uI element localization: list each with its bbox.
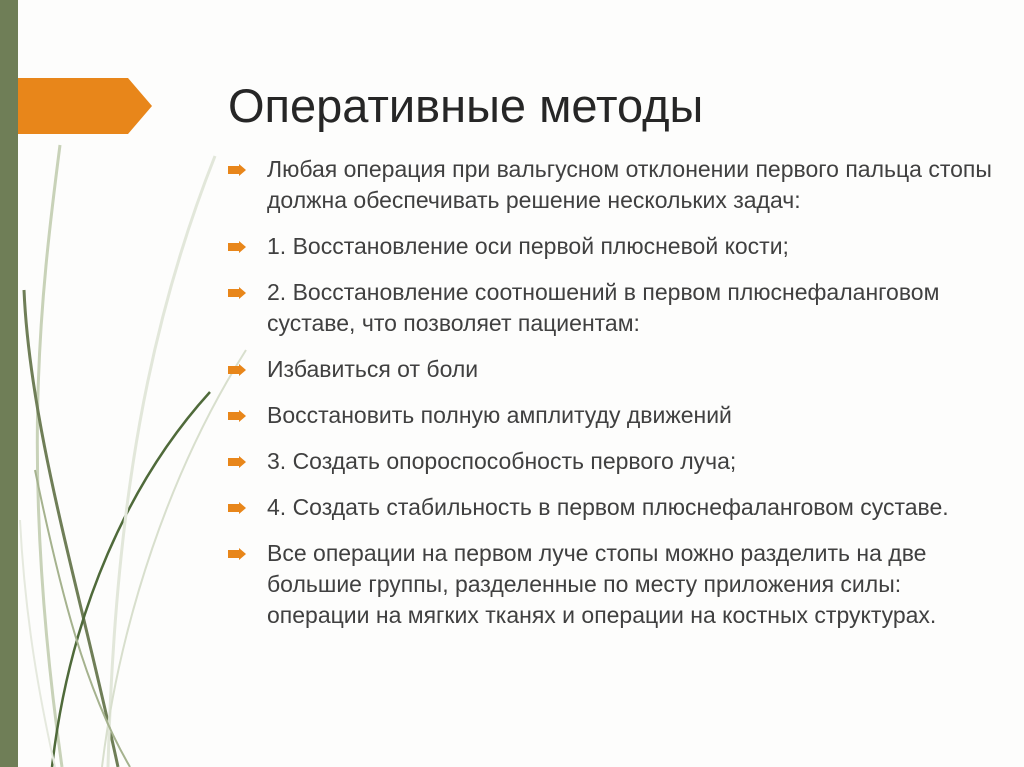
bullet-item <box>228 354 998 385</box>
bullet-text: Восстановить полную амплитуду движений <box>267 402 732 428</box>
bullet-item <box>228 154 998 216</box>
arrow-bullet-icon <box>228 287 246 299</box>
bullet-item <box>228 277 998 339</box>
bullet-item <box>228 538 998 631</box>
arrow-bullet-icon <box>228 410 246 422</box>
title-accent-tab <box>18 78 152 134</box>
bullet-text: Любая операция при вальгусном отклонении первого пальца стопы должна обеспечивать решение нескольких задач: <box>267 156 992 213</box>
bullet-list <box>228 154 998 646</box>
arrow-bullet-icon <box>228 548 246 560</box>
arrow-bullet-icon <box>228 364 246 376</box>
arrow-bullet-icon <box>228 456 246 468</box>
bullet-item <box>228 400 998 431</box>
bullet-text: 1. Восстановление оси первой плюсневой кости; <box>267 233 789 259</box>
bullet-text: 3. Создать опороспособность первого луча; <box>267 448 737 474</box>
bullet-text: 4. Создать стабильность в первом плюснефаланговом суставе. <box>267 494 949 520</box>
bullet-text: Все операции на первом луче стопы можно разделить на две большие группы, разделенные по месту приложения силы: операции на мягких тканях и операции на костных структурах. <box>267 540 937 628</box>
slide-title: Оперативные методы <box>228 79 704 132</box>
arrow-bullet-icon <box>228 241 246 253</box>
arrow-bullet-icon <box>228 502 246 514</box>
bullet-item <box>228 446 998 477</box>
arrow-bullet-icon <box>228 164 246 176</box>
bullet-item <box>228 231 998 262</box>
bullet-text: Избавиться от боли <box>267 356 479 382</box>
bullet-item <box>228 492 998 523</box>
bullet-text: 2. Восстановление соотношений в первом плюснефаланговом суставе, что позволяет пациентам: <box>267 279 940 336</box>
